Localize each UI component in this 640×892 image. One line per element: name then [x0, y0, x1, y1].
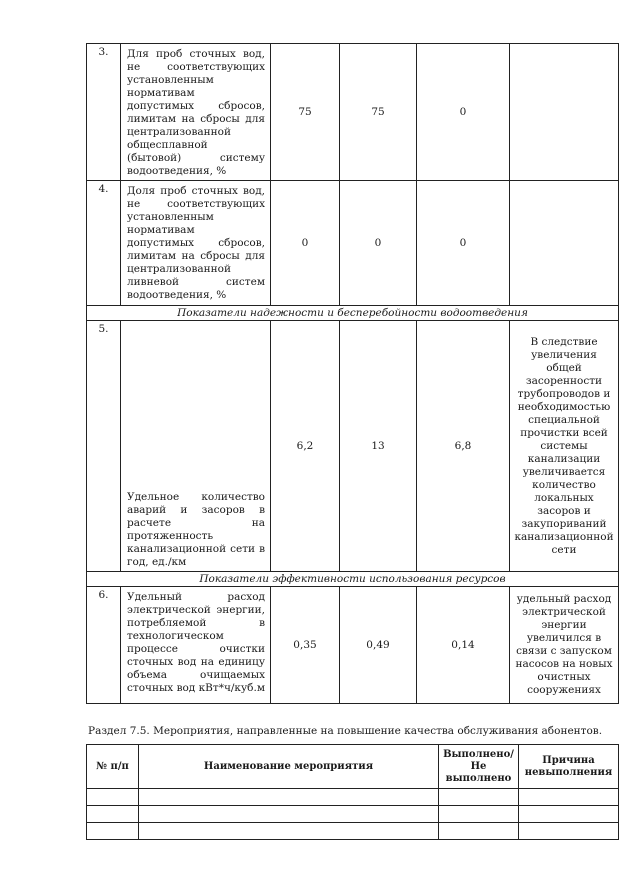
table-row [87, 587, 619, 704]
header-row [87, 745, 619, 789]
cell [439, 823, 519, 840]
note [510, 181, 619, 306]
value-diff: 6,8 [417, 321, 510, 572]
section-row [87, 306, 619, 321]
value-plan: 6,2 [271, 321, 340, 572]
col-header-number: № п/п [87, 745, 139, 789]
note: удельный расход электрической энергии увеличился в связи с запуском насосов на новых очистных сооружениях [510, 587, 619, 704]
value-diff: 0,14 [417, 587, 510, 704]
value-fact: 0 [340, 181, 417, 306]
value-diff: 0 [417, 181, 510, 306]
table-row [87, 44, 619, 181]
cell [87, 789, 139, 806]
indicators-table [86, 43, 619, 704]
indicator-name: Для проб сточных вод, не соответствующих установленным нормативам допустимых сбросов, лимитам на сбросы для централизованной общесплавной (бытовой) систему водоотведения, % [121, 44, 271, 181]
cell [439, 806, 519, 823]
col-header-reason: Причина невыполнения [519, 745, 619, 789]
cell [139, 823, 439, 840]
value-plan: 0 [271, 181, 340, 306]
note [510, 44, 619, 181]
value-plan: 75 [271, 44, 340, 181]
cell [519, 806, 619, 823]
value-fact: 75 [340, 44, 417, 181]
col-header-name: Наименование мероприятия [139, 745, 439, 789]
note: В следствие увеличения общей засоренности трубопроводов и необходимостью специальной прочистки всей системы канализации увеличивается количество локальных засоров и закупориваний канализационной сети [510, 321, 619, 572]
cell [87, 823, 139, 840]
cell [87, 806, 139, 823]
section-heading-efficiency: Показатели эффективности использования ресурсов [87, 572, 619, 587]
table-row [87, 823, 619, 840]
cell [519, 823, 619, 840]
cell [439, 789, 519, 806]
row-number: 3. [87, 44, 121, 181]
value-fact: 0,49 [340, 587, 417, 704]
measures-table [86, 744, 619, 840]
indicator-name: Удельный расход электрической энергии, потребляемой в технологическом процессе очистки сточных вод на единицу объема очищаемых сточных вод кВт*ч/куб.м [121, 587, 271, 704]
section-row [87, 572, 619, 587]
indicator-name: Удельное количество аварий и засоров в расчете на протяженность канализационной сети в год, ед./км [121, 321, 271, 572]
row-number: 6. [87, 587, 121, 704]
table-row [87, 806, 619, 823]
section-heading-reliability: Показатели надежности и бесперебойности водоотведения [87, 306, 619, 321]
table-row [87, 181, 619, 306]
cell [519, 789, 619, 806]
value-diff: 0 [417, 44, 510, 181]
col-header-done: Выполнено/ Не выполнено [439, 745, 519, 789]
indicator-name: Доля проб сточных вод, не соответствующих установленным нормативам допустимых сбросов, лимитам на сбросы для централизованной ливневой систем водоотведения, % [121, 181, 271, 306]
table-row [87, 321, 619, 572]
row-number: 5. [87, 321, 121, 572]
value-fact: 13 [340, 321, 417, 572]
table-row [87, 789, 619, 806]
row-number: 4. [87, 181, 121, 306]
cell [139, 806, 439, 823]
value-plan: 0,35 [271, 587, 340, 704]
section-7-5-title: Раздел 7.5. Мероприятия, направленные на повышение качества обслуживания абонентов. [88, 725, 603, 737]
cell [139, 789, 439, 806]
